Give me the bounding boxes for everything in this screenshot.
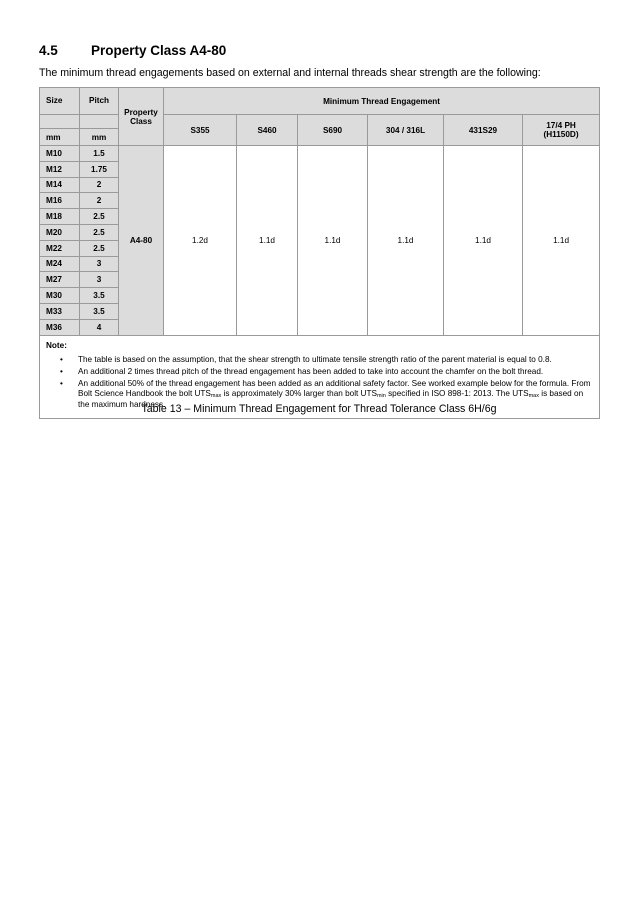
- size-cell: M10: [40, 146, 80, 162]
- size-cell: M16: [40, 193, 80, 209]
- size-cell: M24: [40, 256, 80, 272]
- engagement-304-316l: 1.1d: [368, 146, 444, 336]
- engagement-431s29: 1.1d: [444, 146, 523, 336]
- section-title: Property Class A4-80: [91, 43, 227, 58]
- pitch-cell: 4: [80, 319, 119, 335]
- material-header-s690: S690: [298, 115, 368, 146]
- pitch-cell: 3.5: [80, 288, 119, 304]
- material-header-431s29: 431S29: [444, 115, 523, 146]
- intro-paragraph: The minimum thread engagements based on external and internal threads shear strength are the following:: [39, 67, 541, 79]
- size-header: Size: [40, 88, 80, 115]
- pitch-cell: 2: [80, 193, 119, 209]
- uts-max-subscript: max: [210, 393, 222, 400]
- pitch-cell: 2: [80, 177, 119, 193]
- size-header-spacer: [40, 115, 80, 129]
- size-cell: M18: [40, 209, 80, 225]
- size-cell: M30: [40, 288, 80, 304]
- engagement-s460: 1.1d: [237, 146, 298, 336]
- size-cell: M33: [40, 303, 80, 319]
- material-header-s460: S460: [237, 115, 298, 146]
- material-header-s355: S355: [164, 115, 237, 146]
- size-unit: mm: [40, 129, 80, 146]
- engagement-s690: 1.1d: [298, 146, 368, 336]
- pitch-cell: 3: [80, 272, 119, 288]
- engagement-s355: 1.2d: [164, 146, 237, 336]
- material-header-304-316l: 304 / 316L: [368, 115, 444, 146]
- min-thread-engagement-header: Minimum Thread Engagement: [164, 88, 600, 115]
- material-header-17-4ph: [523, 115, 600, 146]
- engagement-17-4ph: 1.1d: [523, 146, 600, 336]
- uts-min-subscript: min: [376, 393, 386, 400]
- property-class-cell: A4-80: [119, 146, 164, 336]
- material-header-17-4ph-line1: 17/4 PH: [546, 121, 576, 130]
- property-class-header: Property Class: [119, 88, 164, 146]
- note-list: [46, 355, 591, 411]
- note-item: • An additional 2 times thread pitch of the thread engagement has been added to take into account the chamfer on the bolt thread.: [46, 367, 591, 378]
- pitch-header-spacer: [80, 115, 119, 129]
- size-cell: M27: [40, 272, 80, 288]
- section-heading: [39, 43, 226, 58]
- pitch-cell: 2.5: [80, 209, 119, 225]
- size-cell: M12: [40, 161, 80, 177]
- note-title: Note:: [46, 340, 67, 350]
- size-cell: M14: [40, 177, 80, 193]
- table-row: [40, 146, 600, 162]
- size-cell: M36: [40, 319, 80, 335]
- note-item3-part2: is approximately 30% larger than bolt UTS: [221, 389, 377, 399]
- note-item3-part1: An additional 50% of the thread engagement has been added as an additional safety factor. See worked example below for the formula. From Bolt Science Handbook the bolt UTS: [78, 378, 591, 399]
- size-cell: M22: [40, 240, 80, 256]
- pitch-cell: 1.5: [80, 146, 119, 162]
- note-item3-part4: is based on the maximum hardness.: [78, 389, 584, 409]
- note-item3-part3: specified in ISO 898-1: 2013. The UTS: [385, 389, 529, 399]
- size-cell: M20: [40, 224, 80, 240]
- pitch-cell: 2.5: [80, 240, 119, 256]
- pitch-header: Pitch: [80, 88, 119, 115]
- material-header-17-4ph-line2: (H1150D): [543, 130, 579, 139]
- section-number: 4.5: [39, 43, 58, 58]
- thread-engagement-table: [39, 87, 600, 419]
- pitch-cell: 3.5: [80, 303, 119, 319]
- pitch-cell: 3: [80, 256, 119, 272]
- pitch-cell: 1.75: [80, 161, 119, 177]
- table-caption: Table 13 – Minimum Thread Engagement for Thread Tolerance Class 6H/6g: [141, 403, 497, 415]
- uts-max-subscript: max: [528, 393, 539, 400]
- pitch-unit: mm: [80, 129, 119, 146]
- pitch-cell: 2.5: [80, 224, 119, 240]
- note-item: • The table is based on the assumption, that the shear strength to ultimate tensile strength ratio of the parent material is equal to 0.8.: [46, 355, 591, 366]
